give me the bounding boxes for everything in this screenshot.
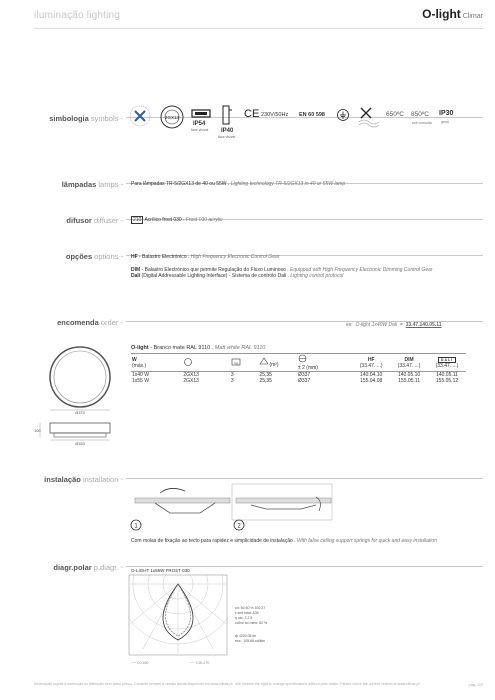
ip30-sublabel: geral xyxy=(441,120,449,124)
diameter-icon xyxy=(298,354,307,363)
header-category: iluminação lighting xyxy=(34,10,121,21)
ip54-sublabel: face visível xyxy=(191,128,209,132)
polar-legend-4: cd/m² no meio: 82 % xyxy=(235,621,268,625)
voltage-label: 230V/50Hz xyxy=(261,112,289,118)
step2-number: 2 xyxy=(237,523,241,530)
polar-axis-right: ── C90-270 xyxy=(190,661,210,665)
divider-installation xyxy=(126,478,483,479)
mounting-icon xyxy=(220,104,234,126)
polar-legend-3: η utc: 2,2 5 xyxy=(235,616,253,620)
polar-legend-1: cd: 50 60 % 100 27 xyxy=(235,606,266,610)
footer-note: Informação sujeita a correcção ou alteração sem aviso prévio. Consulte sempre a versão actual disponível em www.climar.pt . We reserve the right to change specifications without prior notice. Please check the current version at www.climar.pt xyxy=(34,682,420,686)
polar-legend-2: ε emi total: A30 xyxy=(235,611,259,615)
lamps-text: Para lâmpadas TR-5/2GX13 de 40 ou 55W . Lighting technology TR-5/2GX13 in 40 or 55W lamp xyxy=(131,181,346,187)
section-options: opções options - xyxy=(65,252,123,261)
installation-text: Com molas de fixação ao tecto para rapidez e simplicidade de instalação . With false ceiling support springs for quick and easy installation xyxy=(131,538,437,544)
lamp-socket-icon xyxy=(159,104,185,130)
section-lamps: lâmpadas lamps - xyxy=(61,180,123,189)
spec-table xyxy=(131,354,466,384)
ip40-sublabel: face visível xyxy=(218,135,236,139)
spec-header-row: W (máx.) kg (m²) ± 2 (mm) HF (33.47. ...) DIM (33.47. ...) DALI (33.47. ...) xyxy=(131,354,466,372)
heat-distance-icon xyxy=(356,104,382,128)
product-name: O-light xyxy=(131,345,149,351)
area-icon xyxy=(259,357,269,366)
glow-wire-650-label: 650ºC xyxy=(386,111,404,118)
lamp-socket-label: 2GX13 xyxy=(164,115,180,120)
product-line: O-light - Branco mate RAL 9110 . Matt white RAL 9110 xyxy=(131,345,266,351)
spec-row: 1x40 W 2GX13 3 25,35 Ø337 140.04.10 140.05.10 140.05.11 xyxy=(132,372,458,378)
option-dali: Dali (Digital Addressable Lighting Interface) - Sistema de controlo Dali . Lighting control protocol xyxy=(131,273,344,279)
glow-wire-850-label: 850ºC xyxy=(411,111,429,118)
diameter-outer-label: Ø370 xyxy=(75,410,85,415)
divider-polar xyxy=(126,566,483,567)
ce-mark-icon: CE xyxy=(244,108,260,120)
spec-row: 1x55 W 2GX13 3 25,35 Ø337 155.04.08 155.05.11 155.05.12 xyxy=(132,378,459,384)
order-example-code: 33.47.140.05.11 xyxy=(405,322,442,328)
option-hf: HF - Balastro Electrónico . High Frequency Electronic Control Gear xyxy=(131,254,280,260)
glow-wire-850-sublabel: sob consulta xyxy=(412,121,432,125)
recessed-ceiling-icon xyxy=(190,108,212,120)
diffuser-code: 210 xyxy=(133,217,142,223)
diffuser-text: 210 Acrílico frost 030 . Frost 030 acrylic xyxy=(133,217,223,223)
brand-sub: Climar xyxy=(462,13,483,20)
height-label: 100 xyxy=(34,428,41,433)
step1-number: 1 xyxy=(134,523,138,530)
polar-legend-5: ф 4200.05 lm xyxy=(235,634,257,638)
section-polar: diagr.polar p.diagr. - xyxy=(53,563,123,572)
ip30-label: IP30 xyxy=(439,110,454,117)
polar-axis-left: ── C0-180 xyxy=(131,661,149,665)
norm-label: EN 60 598 xyxy=(299,112,325,118)
lamp-icon xyxy=(183,357,193,367)
section-symbols: simbologia symbols - xyxy=(49,114,123,123)
polar-diagram xyxy=(128,574,228,659)
page-number: pág. 2/2 xyxy=(468,682,483,687)
section-diffuser: difusor diffuser - xyxy=(66,216,123,225)
product-drawing xyxy=(30,340,130,455)
installation-step1-drawing xyxy=(130,483,235,533)
header-brand xyxy=(422,7,483,21)
diameter-inner-label: Ø353 xyxy=(75,441,85,446)
order-example: ex: O-light 1x40W Dali = 33.47.140.05.11 xyxy=(346,322,442,328)
brand-title: O-light xyxy=(422,7,461,21)
section-installation: instalação installation - xyxy=(44,475,123,484)
ip40-label: IP40 xyxy=(221,128,234,134)
polar-title: O-LIGHT 1x55W FROST 030 xyxy=(131,568,190,573)
option-dim: DIM - Balastro Electrónico que permite Regulação do Fluxo Luminoso . Equipped with High Frequency Electronic Dimming Control Gear xyxy=(131,267,433,273)
section-order: encomenda order - xyxy=(57,318,123,327)
svg-text:kg: kg xyxy=(234,361,238,365)
weight-icon xyxy=(231,357,241,366)
no-cover-insulation-icon xyxy=(127,103,157,129)
installation-step2-drawing xyxy=(231,483,336,533)
earth-icon xyxy=(336,108,350,122)
ip54-label: IP54 xyxy=(193,121,206,127)
polar-legend-6: esc.: 105,66 cd/klm xyxy=(235,639,266,643)
header-divider xyxy=(34,28,483,29)
